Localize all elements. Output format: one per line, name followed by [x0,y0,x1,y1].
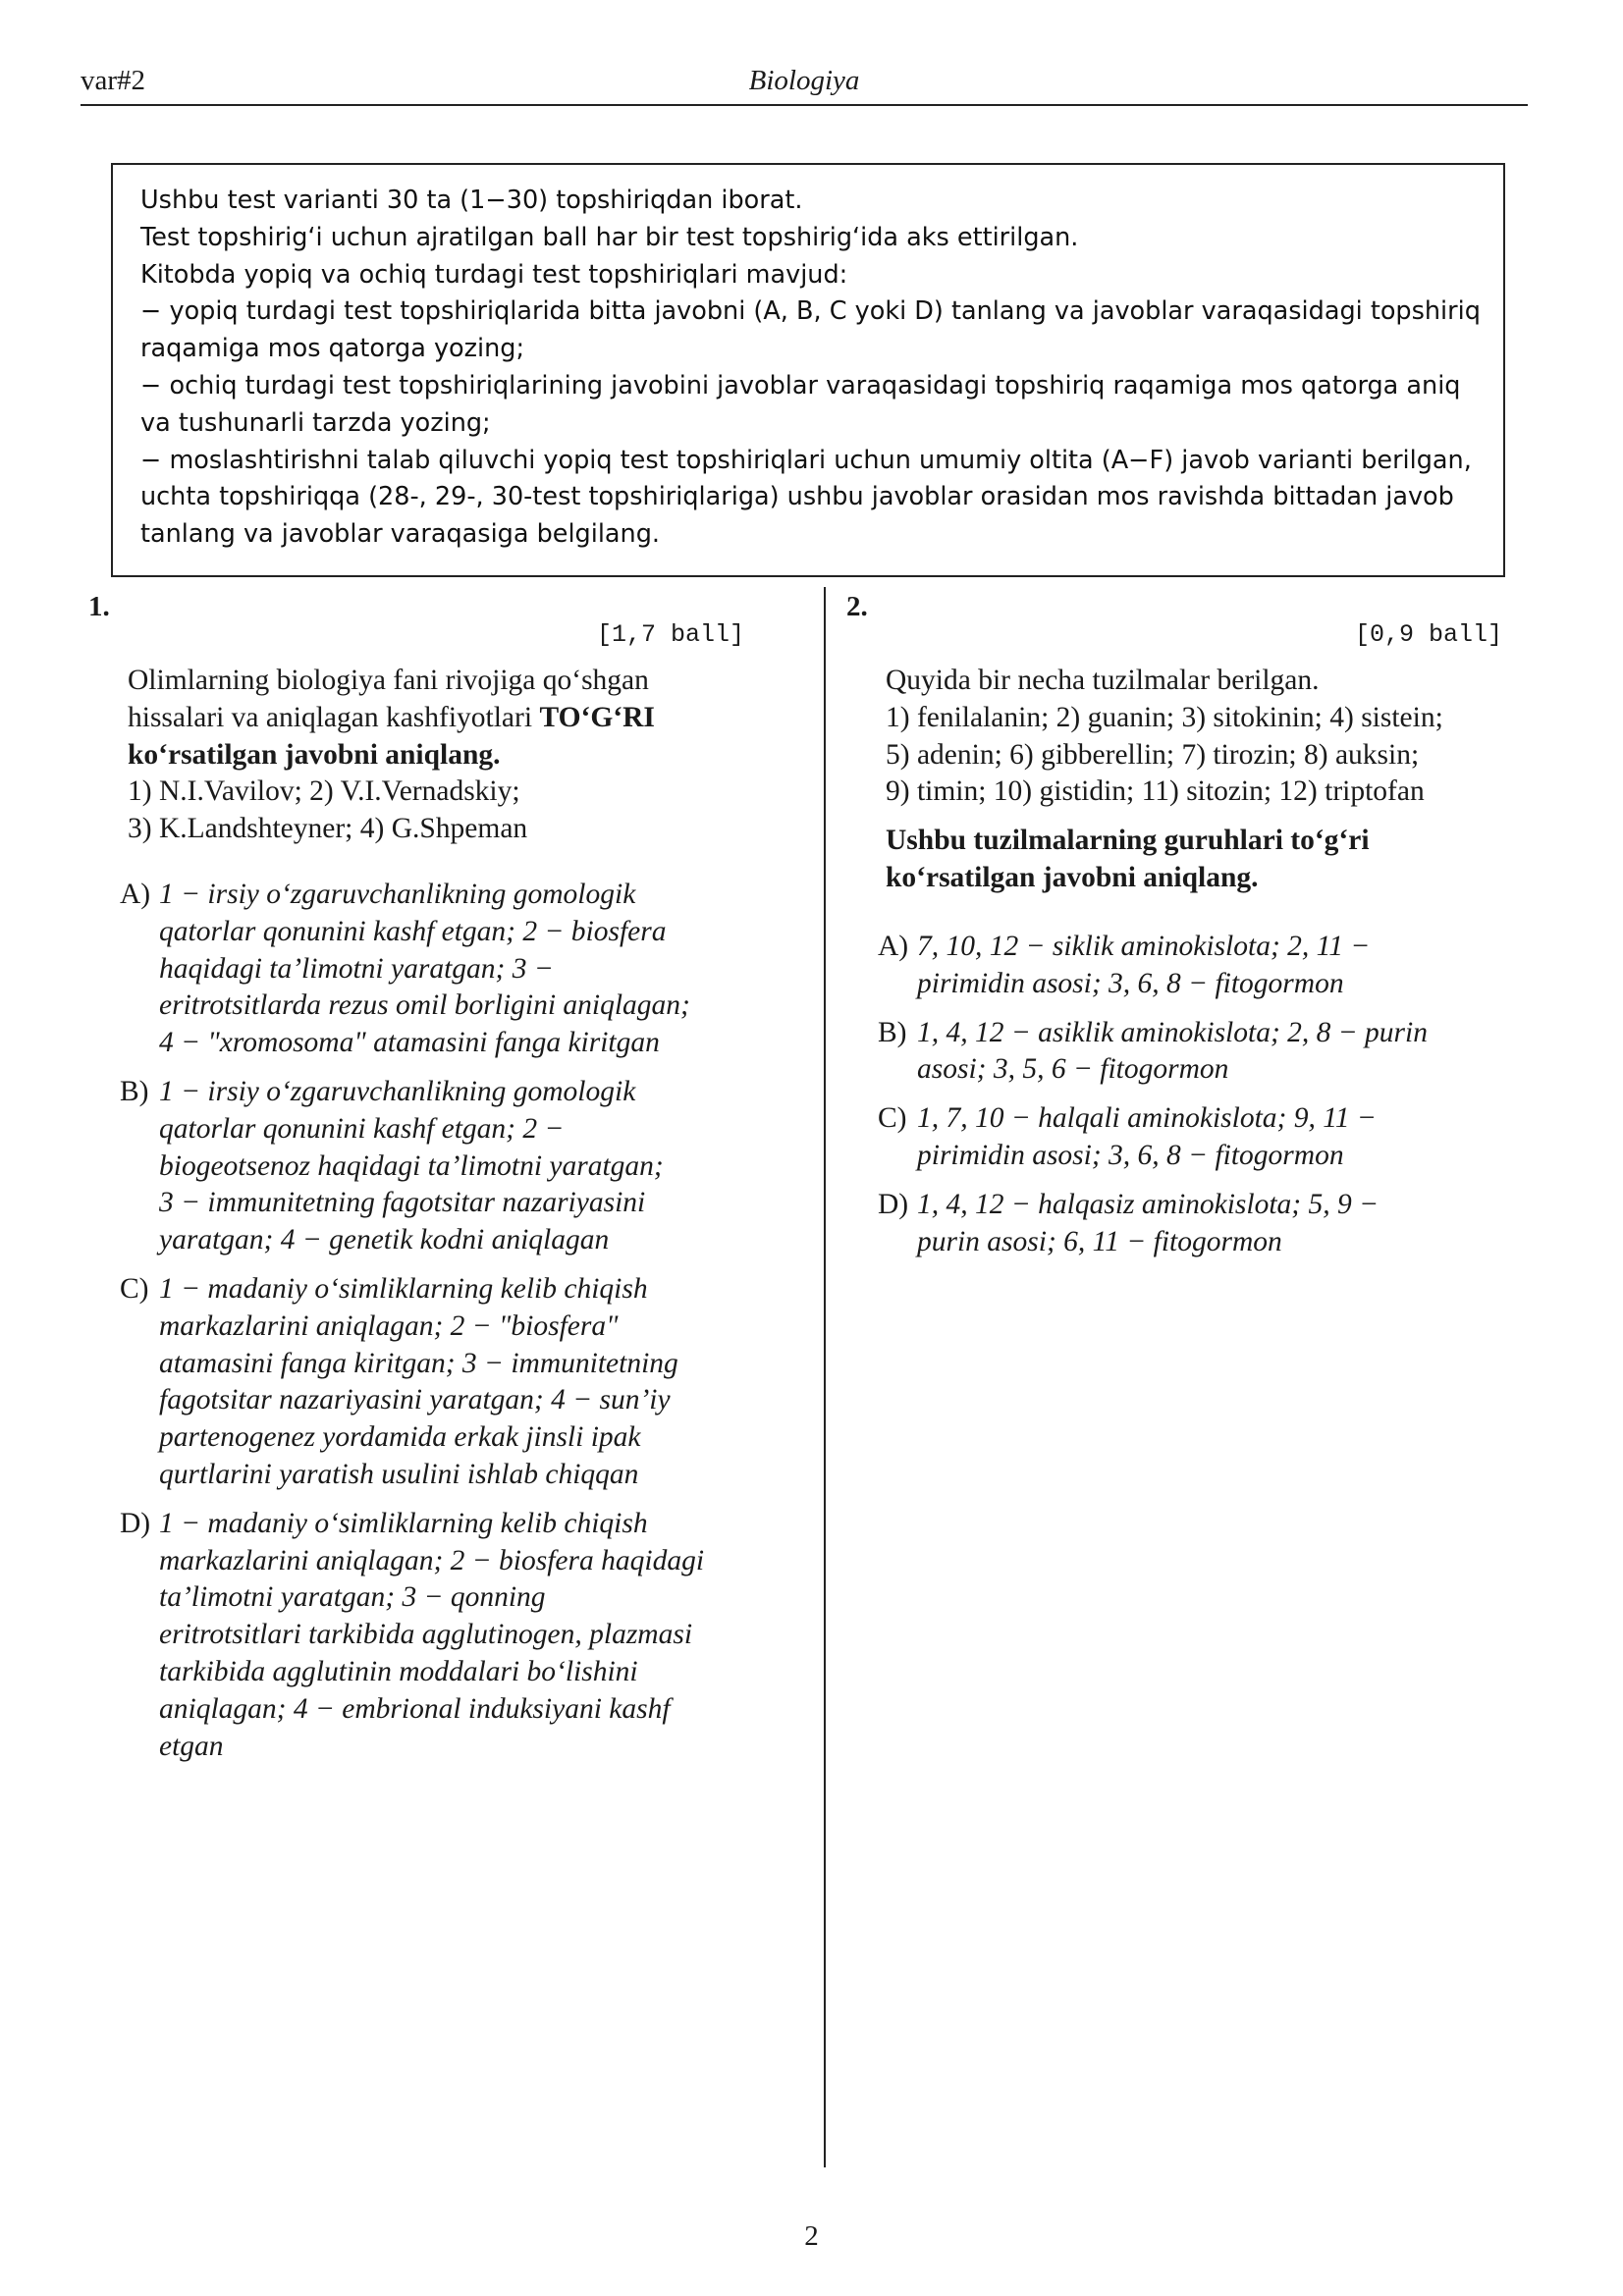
column-divider [824,587,826,2167]
question-line: ko‘rsatilgan javobni aniqlang. [886,861,1259,893]
answer-option-a[interactable] [878,929,1526,1003]
instruction-line: tanlang va javoblar varaqasiga belgilang. [140,519,660,550]
answer-option-a[interactable] [120,877,768,1062]
instruction-line: uchta topshiriqqa (28-, 29-, 30-test topshiriqlariga) ushbu javoblar orasidan mos ravishda bittadan javob [140,482,1454,512]
option-text: 1 − irsiy o‘zgaruvchanlikning gomologik qatorlar qonunini kashf etgan; 2 − biosfera haqidagi ta’limotni yaratgan; 3 − eritrotsitlarda rezus omil borligini aniqlagan; 4 − "xromosoma" atamasini fanga kiritgan [159,879,690,1059]
option-letter: C) [120,1272,149,1305]
question-line: Ushbu tuzilmalarning guruhlari to‘g‘ri [886,825,1370,857]
answer-option-c[interactable] [120,1271,768,1494]
answer-option-d[interactable] [120,1506,768,1766]
prompt-line: Quyida bir necha tuzilmalar berilgan. [886,665,1320,696]
option-text: 7, 10, 12 − siklik aminokislota; 2, 11 − pirimidin asosi; 3, 6, 8 − fitogormon [917,931,1371,999]
option-letter: A) [878,931,909,962]
page-number: 2 [804,2220,819,2252]
prompt-line: 1) N.I.Vavilov; 2) V.I.Vernadskiy; [128,775,520,808]
instruction-line: Kitobda yopiq va ochiq turdagi test topshiriqlari mavjud: [140,259,848,290]
prompt-line: 1) fenilalanin; 2) guanin; 3) sitokinin; 4) sistein; [886,701,1443,733]
page-header [81,65,1528,106]
option-text: 1, 7, 10 − halqali aminokislota; 9, 11 − pirimidin asosi; 3, 6, 8 − fitogormon [917,1102,1377,1171]
question-score: [1,7 ball] [597,620,745,649]
instructions-box [111,163,1505,577]
instruction-line: va tushunarli tarzda yozing; [140,407,491,438]
question-number: 2. [846,591,868,622]
answer-options [878,929,1526,1272]
prompt-line: ko‘rsatilgan javobni aniqlang. [128,738,501,771]
prompt-line [128,700,756,737]
variant-label: var#2 [81,65,146,96]
question-prompt [886,663,1514,897]
prompt-line: 9) timin; 10) gistidin; 11) sitozin; 12) triptofan [886,775,1425,808]
instruction-line: Ushbu test varianti 30 ta (1−30) topshiriqdan iborat. [140,186,803,215]
prompt-text: hissalari va aniqlagan kashfiyotlari [128,701,533,733]
option-letter: B) [878,1016,907,1048]
answer-option-d[interactable] [878,1187,1526,1261]
option-letter: A) [120,879,151,910]
instruction-line: Test topshirig‘i uchun ajratilgan ball har bir test topshirig‘ida aks ettirilgan. [140,222,1079,252]
option-text: 1, 4, 12 − asiklik aminokislota; 2, 8 − purin asosi; 3, 5, 6 − fitogormon [917,1016,1428,1086]
option-text: 1, 4, 12 − halqasiz aminokislota; 5, 9 − purin asosi; 6, 11 − fitogormon [917,1188,1380,1257]
option-text: 1 − madaniy o‘simliklarning kelib chiqish markazlarini aniqlagan; 2 − biosfera haqidagi ta’limotni yaratgan; 3 − qonning eritrotsitlari tarkibida agglutinogen, plazmasi tarkibida agglutinin moddalari bo‘lishini aniqlagan; 4 − embrional induksiyani kashf etgan [159,1507,705,1762]
option-letter: C) [878,1102,907,1135]
option-letter: B) [120,1075,149,1107]
prompt-line: 3) K.Landshteyner; 4) G.Shpeman [128,813,528,845]
subject-title: Biologiya [748,65,860,96]
question-prompt [128,663,756,848]
answer-option-b[interactable] [878,1015,1526,1090]
instruction-line: raqamiga mos qatorga yozing; [140,334,525,364]
option-letter: D) [120,1507,151,1539]
option-text: 1 − madaniy o‘simliklarning kelib chiqish markazlarini aniqlagan; 2 − "biosfera" atamasini fanga kiritgan; 3 − immunitetning fagotsitar nazariyasini yaratgan; 4 − sun’iy partenogenez yordamida erkak jinsli ipak qurtlarini yaratish usulini ishlab chiqqan [159,1272,678,1490]
question-number: 1. [88,591,110,622]
answer-option-b[interactable] [120,1074,768,1259]
question-score: [0,9 ball] [1355,620,1503,649]
instruction-line: − moslashtirishni talab qiluvchi yopiq test topshiriqlari uchun umumiy oltita (A−F) javob varianti berilgan, [140,445,1472,475]
answer-option-c[interactable] [878,1100,1526,1175]
prompt-line: 5) adenin; 6) gibberellin; 7) tirozin; 8) auksin; [886,738,1420,771]
instruction-line: − yopiq turdagi test topshiriqlarida bitta javobni (A, B, C yoki D) tanlang va javoblar varaqasidagi topshiriq [140,296,1481,327]
answer-options [120,877,768,1777]
option-text: 1 − irsiy o‘zgaruvchanlikning gomologik qatorlar qonunini kashf etgan; 2 − biogeotsenoz haqidagi ta’limotni yaratgan; 3 − immunitetning fagotsitar nazariyasini yaratgan; 4 − genetik kodni aniqlagan [159,1075,664,1256]
spacer [886,811,1514,823]
prompt-emphasis: TO‘G‘RI [539,701,655,733]
instruction-line: − ochiq turdagi test topshiriqlarining javobini javoblar varaqasidagi topshiriq raqamiga mos qatorga aniq [140,370,1461,400]
prompt-line: Olimlarning biologiya fani rivojiga qo‘shgan [128,665,649,696]
option-letter: D) [878,1188,909,1220]
